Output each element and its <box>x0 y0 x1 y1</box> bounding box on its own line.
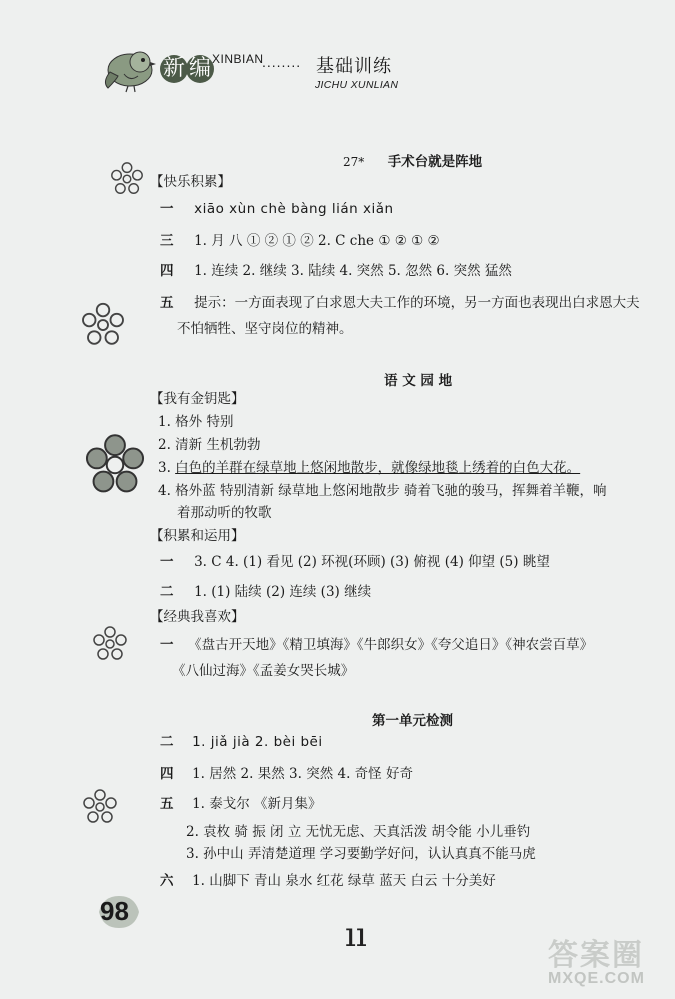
section-heading: 【积累和运用】 <box>150 528 245 544</box>
row-text: xiāo xùn chè bàng lián xiǎn <box>194 201 394 217</box>
watermark-logo: 答案圈 <box>548 938 644 973</box>
row-text: 1. (1) 陆续 (2) 连续 (3) 继续 <box>194 584 372 600</box>
list-item <box>158 459 580 477</box>
underlined-sentence: 白色的羊群在绿草地上悠闲地散步，就像绿地毯上绣着的白色大花。 <box>175 460 581 476</box>
row-text: 3. C 4. (1) 看见 (2) 环视(环顾) (3) 俯视 (4) 仰望 (5) 眺望 <box>194 554 550 570</box>
row-text: 1. 月 八 ① ② ① ② 2. C che ① ② ① ② <box>194 233 440 249</box>
header-title: 基础训练 <box>316 56 392 77</box>
flower-icon <box>80 787 120 827</box>
answer-row <box>160 553 550 571</box>
section-heading: 【快乐积累】 <box>150 174 231 190</box>
section-heading: 【经典我喜欢】 <box>150 609 245 625</box>
list-item: 4. 格外蓝 特别清新 绿草地上悠闲地散步 骑着飞驰的骏马，挥舞着羊鞭，响 <box>158 483 607 499</box>
logo-char-bian: 编 <box>186 55 214 83</box>
row-text: 1. 连续 2. 继续 3. 陆续 4. 突然 5. 忽然 6. 突然 猛然 <box>194 263 512 279</box>
flower-icon <box>108 160 146 198</box>
row-label: 五 <box>160 796 174 812</box>
header-subtitle: JICHU XUNLIAN <box>315 79 399 91</box>
row-label: 一 <box>160 201 174 217</box>
flower-icon <box>90 624 130 664</box>
list-item: 着那动听的牧歌 <box>177 505 272 521</box>
lesson-title <box>343 150 482 170</box>
row-text: 1. jiǎ jià 2. bèi bēi <box>192 734 323 750</box>
row-label: 四 <box>160 263 174 279</box>
flower-icon <box>82 432 148 498</box>
list-item: 2. 清新 生机勃勃 <box>158 437 261 453</box>
answer-row <box>160 636 593 654</box>
section-title: 第一单元检测 <box>372 713 453 729</box>
row-text: 1. 泰戈尔 《新月集》 <box>192 796 322 812</box>
answer-row <box>160 733 323 751</box>
list-item: 1. 格外 特别 <box>158 414 234 430</box>
page-number: 98 <box>100 896 129 926</box>
section-title: 语 文 园 地 <box>384 373 453 389</box>
watermark-url: MXQE.COM <box>548 970 645 987</box>
row-text: 提示：一方面表现了白求恩大夫工作的环境，另一方面也表现出白求恩大夫 <box>194 295 640 311</box>
answer-row <box>160 872 496 890</box>
row-text: 《盘古开天地》《精卫填海》《牛郎织女》《夸父追日》《神农尝百草》 <box>188 637 594 653</box>
row-text-continued: 2. 袁枚 骑 振 闭 立 无忧无虑、天真活泼 胡令能 小儿垂钓 <box>186 824 531 840</box>
list-item-number: 3. <box>158 460 176 476</box>
row-label: 二 <box>160 584 174 600</box>
lesson-number: 27* <box>343 155 365 169</box>
row-text-continued: 3. 孙中山 弄清楚道理 学习要勤学好问，认认真真不能马虎 <box>186 846 536 862</box>
row-label: 三 <box>160 233 174 249</box>
row-text-continued: 《八仙过海》《孟姜女哭长城》 <box>172 663 355 679</box>
row-label: 一 <box>160 637 174 653</box>
logo-char-xin: 新 <box>160 55 188 83</box>
answer-row <box>160 583 371 601</box>
answer-row <box>160 232 440 250</box>
row-label: 一 <box>160 554 174 570</box>
answer-row <box>160 765 413 783</box>
row-label: 二 <box>160 734 174 750</box>
row-label: 四 <box>160 766 174 782</box>
answer-row <box>160 795 322 813</box>
row-text-continued: 不怕牺牲、坚守岗位的精神。 <box>177 321 353 337</box>
row-text: 1. 居然 2. 果然 3. 突然 4. 奇怪 好奇 <box>192 766 413 782</box>
header-dots: ........ <box>262 54 302 70</box>
section-heading: 【我有金钥匙】 <box>150 391 245 407</box>
row-label: 六 <box>160 873 174 889</box>
row-text: 1. 山脚下 青山 泉水 红花 绿草 蓝天 白云 十分美好 <box>192 873 496 889</box>
handwritten-mark: ıı <box>345 915 367 955</box>
lesson-name: 手术台就是阵地 <box>387 154 483 170</box>
answer-row <box>160 200 394 218</box>
header-pinyin: XINBIAN <box>212 52 264 66</box>
row-label: 五 <box>160 295 174 311</box>
bird-logo-icon <box>100 42 160 94</box>
flower-icon <box>78 300 128 350</box>
answer-row <box>160 294 640 312</box>
answer-row <box>160 262 512 280</box>
